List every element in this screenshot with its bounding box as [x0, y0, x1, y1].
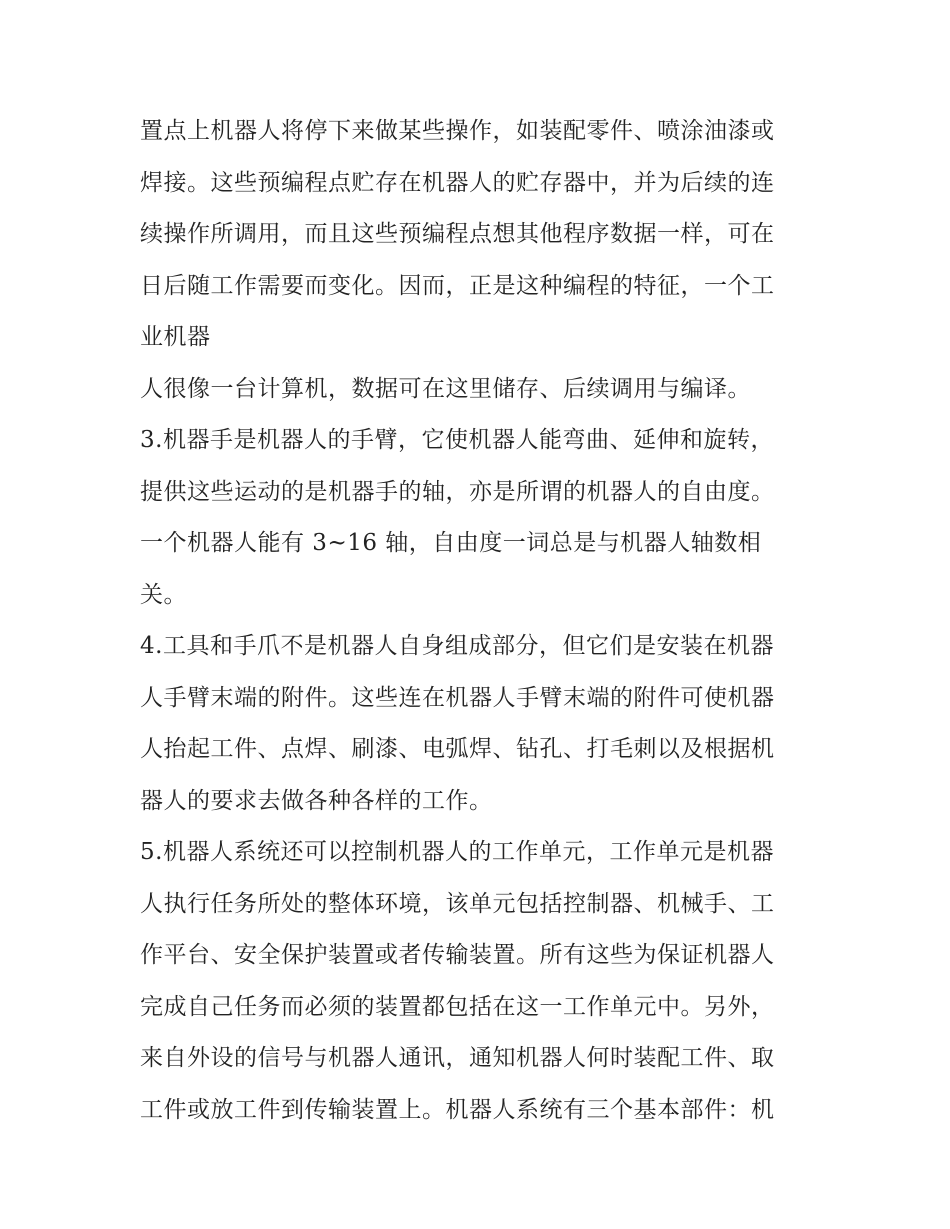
- text-line: 3.机器手是机器人的手臂，它使机器人能弯曲、延伸和旋转，: [140, 427, 774, 453]
- text-line: 焊接。这些预编程点贮存在机器人的贮存器中，并为后续的连: [140, 169, 775, 196]
- body-text: [140, 108, 820, 1138]
- text-line: 置点上机器人将停下来做某些操作，如装配零件、喷涂油漆或: [140, 118, 775, 144]
- text-line: 人手臂末端的附件。这些连在机器人手臂末端的附件可使机器: [140, 684, 775, 711]
- text-line: 人很像一台计算机，数据可在这里储存、后续调用与编译。: [140, 375, 751, 402]
- text-line: 工件或放工件到传输装置上。机器人系统有三个基本部件：机: [140, 1096, 775, 1123]
- text-line: 器人的要求去做各种各样的工作。: [140, 787, 493, 814]
- text-line: 4.工具和手爪不是机器人自身组成部分，但它们是安装在机器: [140, 633, 774, 659]
- text-line: 完成自己任务而必须的装置都包括在这一工作单元中。另外，: [140, 993, 775, 1020]
- text-line: 作平台、安全保护装置或者传输装置。所有这些为保证机器人: [140, 942, 775, 968]
- text-line: 一个机器人能有 3~16 轴，自由度一词总是与机器人轴数相: [140, 530, 762, 556]
- text-line: 来自外设的信号与机器人通讯，通知机器人何时装配工件、取: [140, 1045, 775, 1071]
- text-line: 人执行任务所处的整体环境，该单元包括控制器、机械手、工: [140, 890, 775, 917]
- text-line: 人抬起工件、点焊、刷漆、电弧焊、钻孔、打毛刺以及根据机: [140, 736, 775, 762]
- text-line: 日后随工作需要而变化。因而，正是这种编程的特征，一个工: [140, 272, 775, 299]
- text-line: 续操作所调用，而且这些预编程点想其他程序数据一样，可在: [140, 221, 775, 247]
- text-line: 业机器: [140, 324, 211, 350]
- text-line: 5.机器人系统还可以控制机器人的工作单元，工作单元是机器: [140, 839, 774, 865]
- text-line: 提供这些运动的是机器手的轴，亦是所谓的机器人的自由度。: [140, 478, 775, 505]
- text-line: 关。: [140, 581, 187, 608]
